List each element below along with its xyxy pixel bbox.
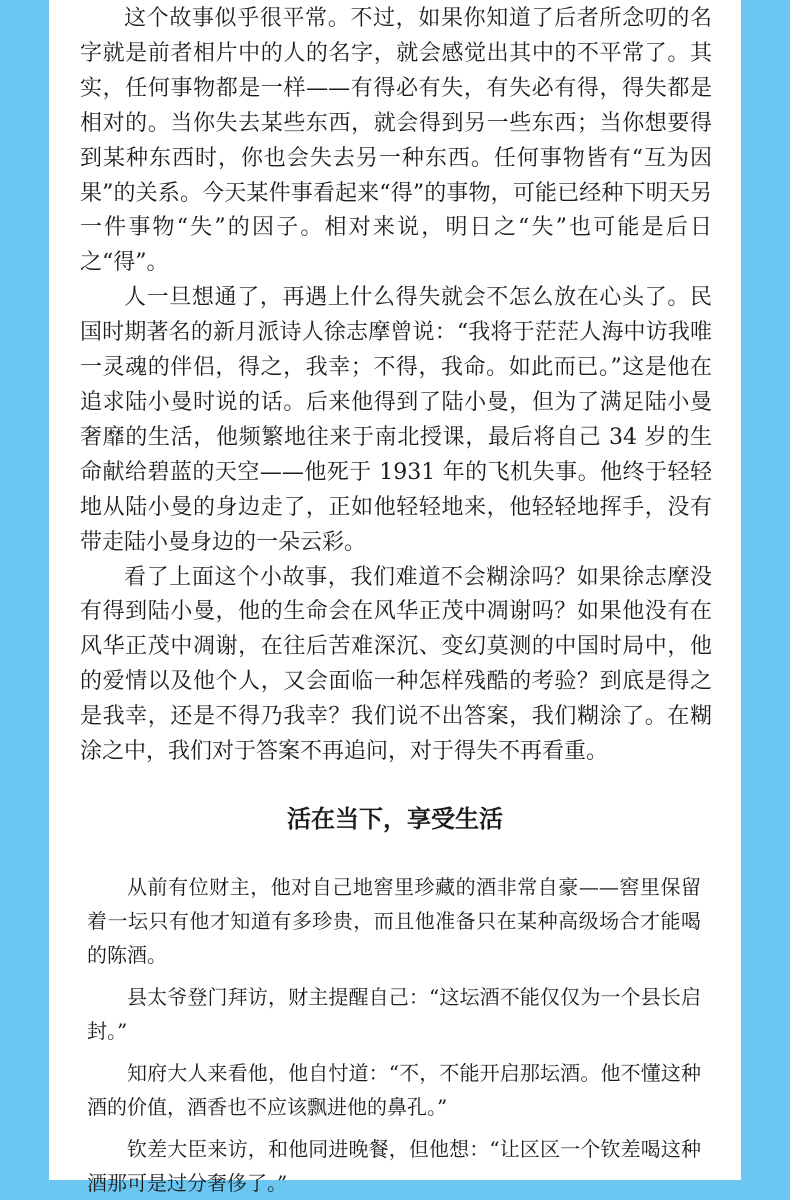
paragraph: 这个故事似乎很平常。不过，如果你知道了后者所念叨的名字就是前者相片中的人的名字，就会感觉出其中的不平常了。其实，任何事物都是一样——有得必有失，有失必有得，得失都是相对的。当你失去某些东西，就会得到另一些东西；当你想要得到某种东西时，你也会失去另一种东西。任何事物皆有“互为因果”的关系。今天某件事看起来“得”的事物，可能已经种下明天另一件事物“失”的因子。相对来说，明日之“失”也可能是后日之“得”。: [80, 6, 712, 276]
paragraph: 县太爷登门拜访，财主提醒自己：“这坛酒不能仅仅为一个县长启封。”: [87, 985, 701, 1043]
paragraph: 看了上面这个小故事，我们难道不会糊涂吗？如果徐志摩没有得到陆小曼，他的生命会在风华正茂中凋谢吗？如果他没有在风华正茂中凋谢，在往后苦难深沉、变幻莫测的中国时局中，他的爱情以及他个人，又会面临一种怎样残酷的考验？到底是得之是我幸，还是不得乃我幸？我们说不出答案，我们糊涂了。在糊涂之中，我们对于答案不再追问，对于得失不再看重。: [80, 564, 712, 765]
paragraph: 人一旦想通了，再遇上什么得失就会不怎么放在心头了。民国时期著名的新月派诗人徐志摩曾说：“我将于茫茫人海中访我唯一灵魂的伴侣，得之，我幸；不得，我命。如此而已。”这是他在追求陆小曼时说的话。后来他得到了陆小曼，但为了满足陆小曼奢靡的生活，他频繁地往来于南北授课，最后将自己 34 岁的生命献给碧蓝的天空——他死于 1931 年的飞机失事。他终于轻轻地从陆小曼的身边走了，正如他轻轻地来，他轻轻地挥手，没有带走陆小曼身边的一朵云彩。: [80, 285, 712, 555]
paragraph: 知府大人来看他，他自忖道：“不，不能开启那坛酒。他不懂这种酒的价值，酒香也不应该飘进他的鼻孔。”: [87, 1061, 701, 1119]
section-body: [87, 870, 701, 1200]
article-body: [80, 2, 712, 770]
paragraph: 从前有位财主，他对自己地窖里珍藏的酒非常自豪——窖里保留着一坛只有他才知道有多珍贵，而且他准备只在某种高级场合才能喝的陈酒。: [87, 875, 701, 967]
book-page: [49, 0, 741, 1195]
paragraph: 钦差大臣来访，和他同进晚餐，但他想：“让区区一个钦差喝这种酒那可是过分奢侈了。”: [87, 1137, 701, 1195]
section-title: 活在当下，享受生活: [287, 805, 503, 833]
